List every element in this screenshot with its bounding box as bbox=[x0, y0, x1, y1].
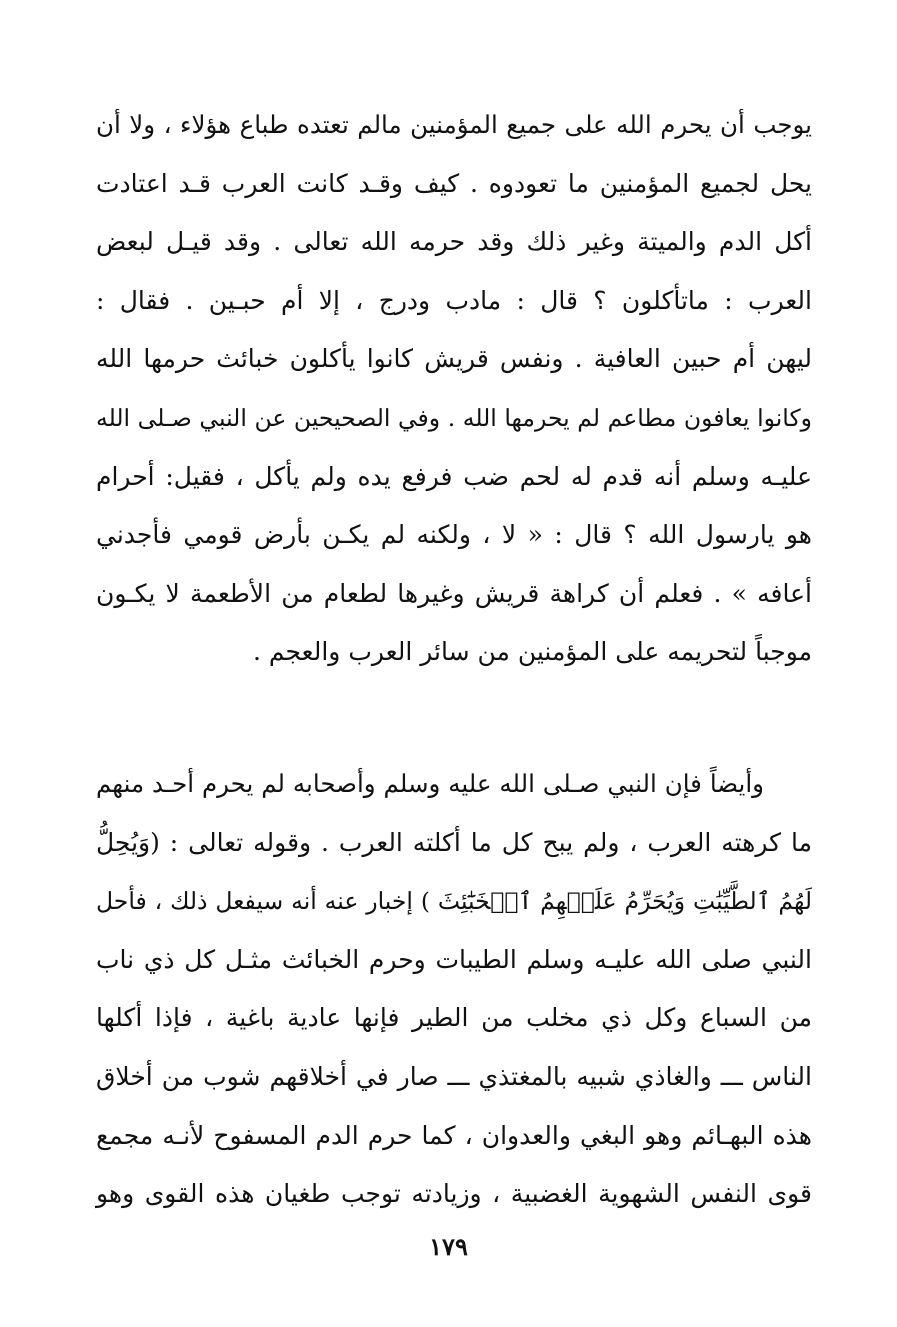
paragraph-1 bbox=[96, 96, 812, 682]
text-line: أكل الدم والميتة وغير ذلك وقد حرمه الله تعالى . وقد قيـل لبعض bbox=[96, 227, 812, 257]
text-line: ما كرهته العرب ، ولم يبح كل ما أكلته العرب . وقوله تعالى : (وَيُحِلُّ bbox=[96, 827, 812, 857]
paragraph-2 bbox=[96, 755, 812, 1224]
text-line: أعافه » . فعلم أن كراهة قريش وغيرها لطعام من الأطعمة لا يكـون bbox=[96, 578, 812, 608]
text-line: يوجب أن يحرم الله على جميع المؤمنين مالم تعتده طباع هؤلاء ، ولا أن bbox=[96, 110, 812, 139]
text-line: ليهن أم حبين العافية . ونفس قريش كانوا يأكلون خبائث حرمها الله bbox=[96, 344, 812, 374]
text-line: الناس ـــ والغاذي شبيه بالمغتذي ـــ صار في أخلاقهم شوب من أخلاق bbox=[96, 1061, 812, 1091]
text-line: هذه البهـائم وهو البغي والعدوان ، كما حرم الدم المسفوح لأنـه مجمع bbox=[96, 1120, 812, 1150]
text-line: موجباً لتحريمه على المؤمنين من سائر العرب والعجم . bbox=[253, 637, 812, 667]
text-line: لَهُمُ ٱلطَّيِّبَٰتِ وَيُحَرِّمُ عَلَيۡهِمُ ٱلۡخَبَٰٓئِثَ ) إخبار عنه أنه سيفعل ذلك ، فأحل bbox=[96, 887, 812, 916]
text-line: العرب : ماتأكلون ؟ قال : مادب ودرج ، إلا أم حبـين . فقال : bbox=[96, 285, 812, 315]
text-line: قوى النفس الشهوية الغضبية ، وزيادته توجب طغيان هذه القوى وهو bbox=[96, 1179, 812, 1209]
text-line: يحل لجميع المؤمنين ما تعودوه . كيف وقـد كانت العرب قـد اعتادت bbox=[96, 168, 812, 198]
text-line: وأيضاً فإن النبي صـلى الله عليه وسلم وأصحابه لم يحرم أحـد منهم bbox=[96, 769, 764, 798]
text-line: عليـه وسلم أنه قدم له لحم ضب فرفع يده ولم يأكل ، فقيل: أحرام bbox=[96, 461, 812, 491]
page-number: ١٧٩ bbox=[429, 1232, 468, 1261]
text-line: من السباع وكل ذي مخلب من الطير فإنها عادية باغية ، فإذا أكلها bbox=[96, 1003, 812, 1033]
text-line: وكانوا يعافون مطاعم لم يحرمها الله . وفي الصحيحين عن النبي صـلى الله bbox=[96, 403, 812, 432]
text-line: هو يارسول الله ؟ قال : « لا ، ولكنه لم يكـن بأرض قومي فأجدني bbox=[96, 520, 812, 550]
text-line: النبي صلى الله عليـه وسلم الطيبات وحرم الخبائث مثـل كل ذي ناب bbox=[96, 944, 812, 974]
